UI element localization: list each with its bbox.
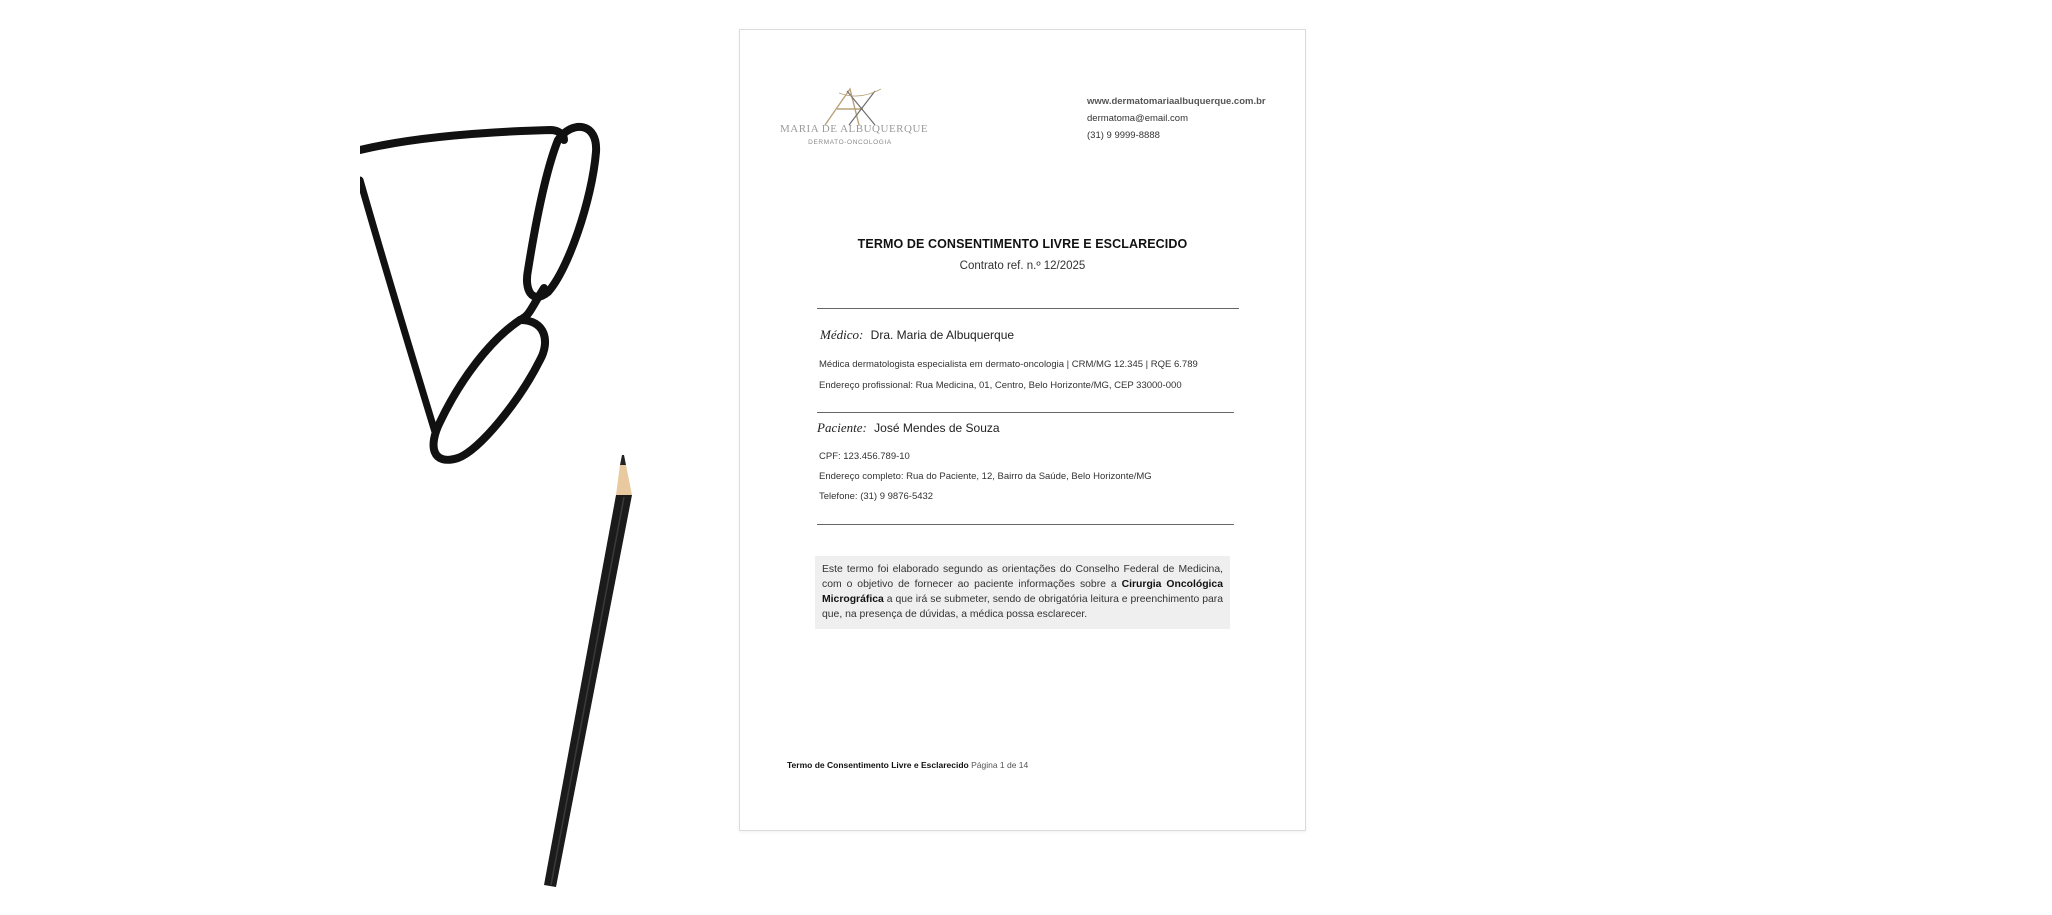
website-link[interactable]: www.dermatomariaalbuquerque.com.br [1087, 96, 1266, 107]
notice-box [815, 556, 1230, 629]
patient-address: Endereço completo: Rua do Paciente, 12, Bairro da Saúde, Belo Horizonte/MG [819, 471, 1152, 482]
patient-name: José Mendes de Souza [874, 421, 1000, 435]
document-page [739, 29, 1306, 831]
eyeglasses-icon [360, 110, 640, 490]
document-title: TERMO DE CONSENTIMENTO LIVRE E ESCLARECIDO [857, 237, 1188, 251]
doctor-label: Médico: [820, 327, 864, 342]
patient-cpf: CPF: 123.456.789-10 [819, 451, 910, 462]
divider [817, 524, 1234, 525]
divider [817, 412, 1234, 413]
email-text: dermatoma@email.com [1087, 113, 1188, 124]
footer-page-info: Página 1 de 14 [971, 760, 1029, 770]
logo-subtitle: DERMATO-ONCOLOGIA [808, 139, 892, 146]
logo-name: MARIA DE ALBUQUERQUE [780, 123, 929, 135]
patient-row [817, 420, 1000, 436]
footer-doc-name: Termo de Consentimento Livre e Esclarecido [787, 760, 969, 770]
doctor-specialty: Médica dermatologista especialista em dermato-oncologia | CRM/MG 12.345 | RQE 6.789 [819, 359, 1198, 370]
doctor-row [820, 327, 1014, 343]
pencil-icon [540, 455, 650, 895]
doctor-name: Dra. Maria de Albuquerque [870, 328, 1015, 342]
notice-text-after: a que irá se submeter, sendo de obrigatória leitura e preenchimento para que, na presença de dúvidas, a médica possa esclarecer. [822, 594, 1223, 620]
monogram-icon [815, 85, 885, 127]
procedure-name: Cirurgia Oncológica Micrográfica [822, 579, 1223, 605]
logo [780, 85, 929, 185]
patient-label: Paciente: [817, 420, 867, 435]
page-footer [787, 760, 1028, 770]
patient-phone: Telefone: (31) 9 9876-5432 [819, 491, 934, 502]
notice-text-before: Este termo foi elaborado segundo as orientações do Conselho Federal de Medicina, com o objetivo de fornecer ao paciente informações sobre a [822, 564, 1223, 590]
phone-text: (31) 9 9999-8888 [1087, 130, 1160, 141]
contract-reference: Contrato ref. n.º 12/2025 [959, 260, 1086, 272]
divider [817, 308, 1239, 309]
doctor-address: Endereço profissional: Rua Medicina, 01, Centro, Belo Horizonte/MG, CEP 33000-000 [819, 380, 1182, 391]
contact-block [1087, 93, 1287, 144]
